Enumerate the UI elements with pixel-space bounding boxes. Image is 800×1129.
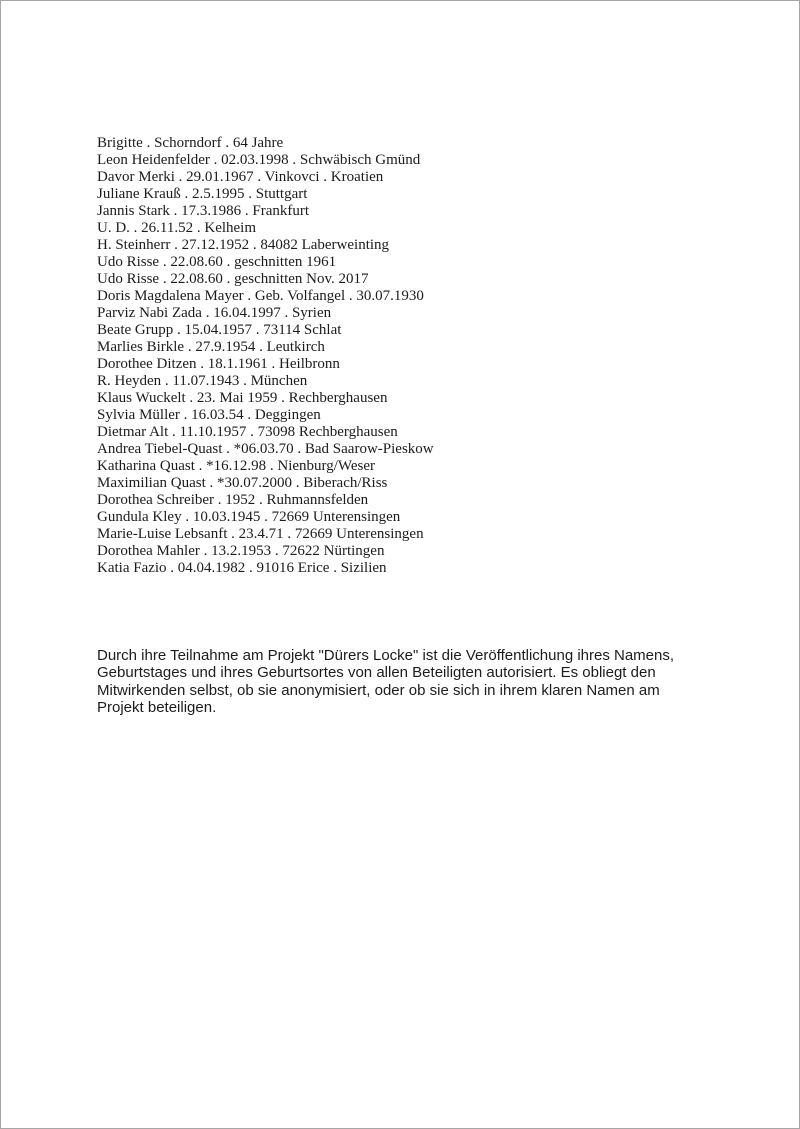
participant-entry: Parviz Nabi Zada . 16.04.1997 . Syrien xyxy=(97,305,332,321)
participant-entry: Sylvia Müller . 16.03.54 . Deggingen xyxy=(97,407,321,423)
participant-entry: Juliane Krauß . 2.5.1995 . Stuttgart xyxy=(97,186,308,202)
participant-entry: Gundula Kley . 10.03.1945 . 72669 Unterensingen xyxy=(97,509,401,525)
participant-entry: Brigitte . Schorndorf . 64 Jahre xyxy=(97,135,284,151)
participant-entry: Klaus Wuckelt . 23. Mai 1959 . Rechberghausen xyxy=(97,390,388,406)
participant-entry: Dorothee Ditzen . 18.1.1961 . Heilbronn xyxy=(97,356,340,372)
participant-entry: Udo Risse . 22.08.60 . geschnitten Nov. 2017 xyxy=(97,271,369,287)
participant-entry: Doris Magdalena Mayer . Geb. Volfangel . 30.07.1930 xyxy=(97,288,424,304)
note-line: Durch ihre Teilnahme am Projekt "Dürers Locke" ist die Veröffentlichung ihres Namens, xyxy=(97,646,675,664)
note-line: Geburtstages und ihres Geburtsortes von allen Beteiligten autorisiert. Es obliegt den xyxy=(97,664,656,681)
participant-entry: H. Steinherr . 27.12.1952 . 84082 Laberweinting xyxy=(97,237,390,253)
note-line: Mitwirkenden selbst, ob sie anonymisiert, oder ob sie sich in ihrem klaren Namen am xyxy=(97,681,660,699)
participant-entry: U. D. . 26.11.52 . Kelheim xyxy=(97,220,257,236)
participant-entry: Jannis Stark . 17.3.1986 . Frankfurt xyxy=(97,203,310,219)
participant-entry: Marie-Luise Lebsanft . 23.4.71 . 72669 Unterensingen xyxy=(97,526,424,542)
participant-entry: Dorothea Mahler . 13.2.1953 . 72622 Nürtingen xyxy=(97,543,385,559)
note-line: Projekt beteiligen. xyxy=(97,699,217,716)
participant-entry: Andrea Tiebel-Quast . *06.03.70 . Bad Saarow-Pieskow xyxy=(97,441,434,457)
participant-entry: Udo Risse . 22.08.60 . geschnitten 1961 xyxy=(97,254,337,270)
participant-entry: Katia Fazio . 04.04.1982 . 91016 Erice . Sizilien xyxy=(97,560,387,576)
participant-entry: R. Heyden . 11.07.1943 . München xyxy=(97,373,308,389)
authorization-note xyxy=(97,594,674,717)
participant-entry: Maximilian Quast . *30.07.2000 . Biberach/Riss xyxy=(97,475,388,491)
participant-entry: Katharina Quast . *16.12.98 . Nienburg/Weser xyxy=(97,458,376,474)
participant-entry: Dorothea Schreiber . 1952 . Ruhmannsfelden xyxy=(97,492,369,508)
participant-entry: Dietmar Alt . 11.10.1957 . 73098 Rechberghausen xyxy=(97,424,398,440)
participant-entry: Marlies Birkle . 27.9.1954 . Leutkirch xyxy=(97,339,325,355)
participant-entry: Beate Grupp . 15.04.1957 . 73114 Schlat xyxy=(97,322,342,338)
participant-entry: Leon Heidenfelder . 02.03.1998 . Schwäbisch Gmünd xyxy=(97,152,421,168)
participant-entry: Davor Merki . 29.01.1967 . Vinkovci . Kroatien xyxy=(97,169,384,185)
participant-list xyxy=(97,84,434,577)
